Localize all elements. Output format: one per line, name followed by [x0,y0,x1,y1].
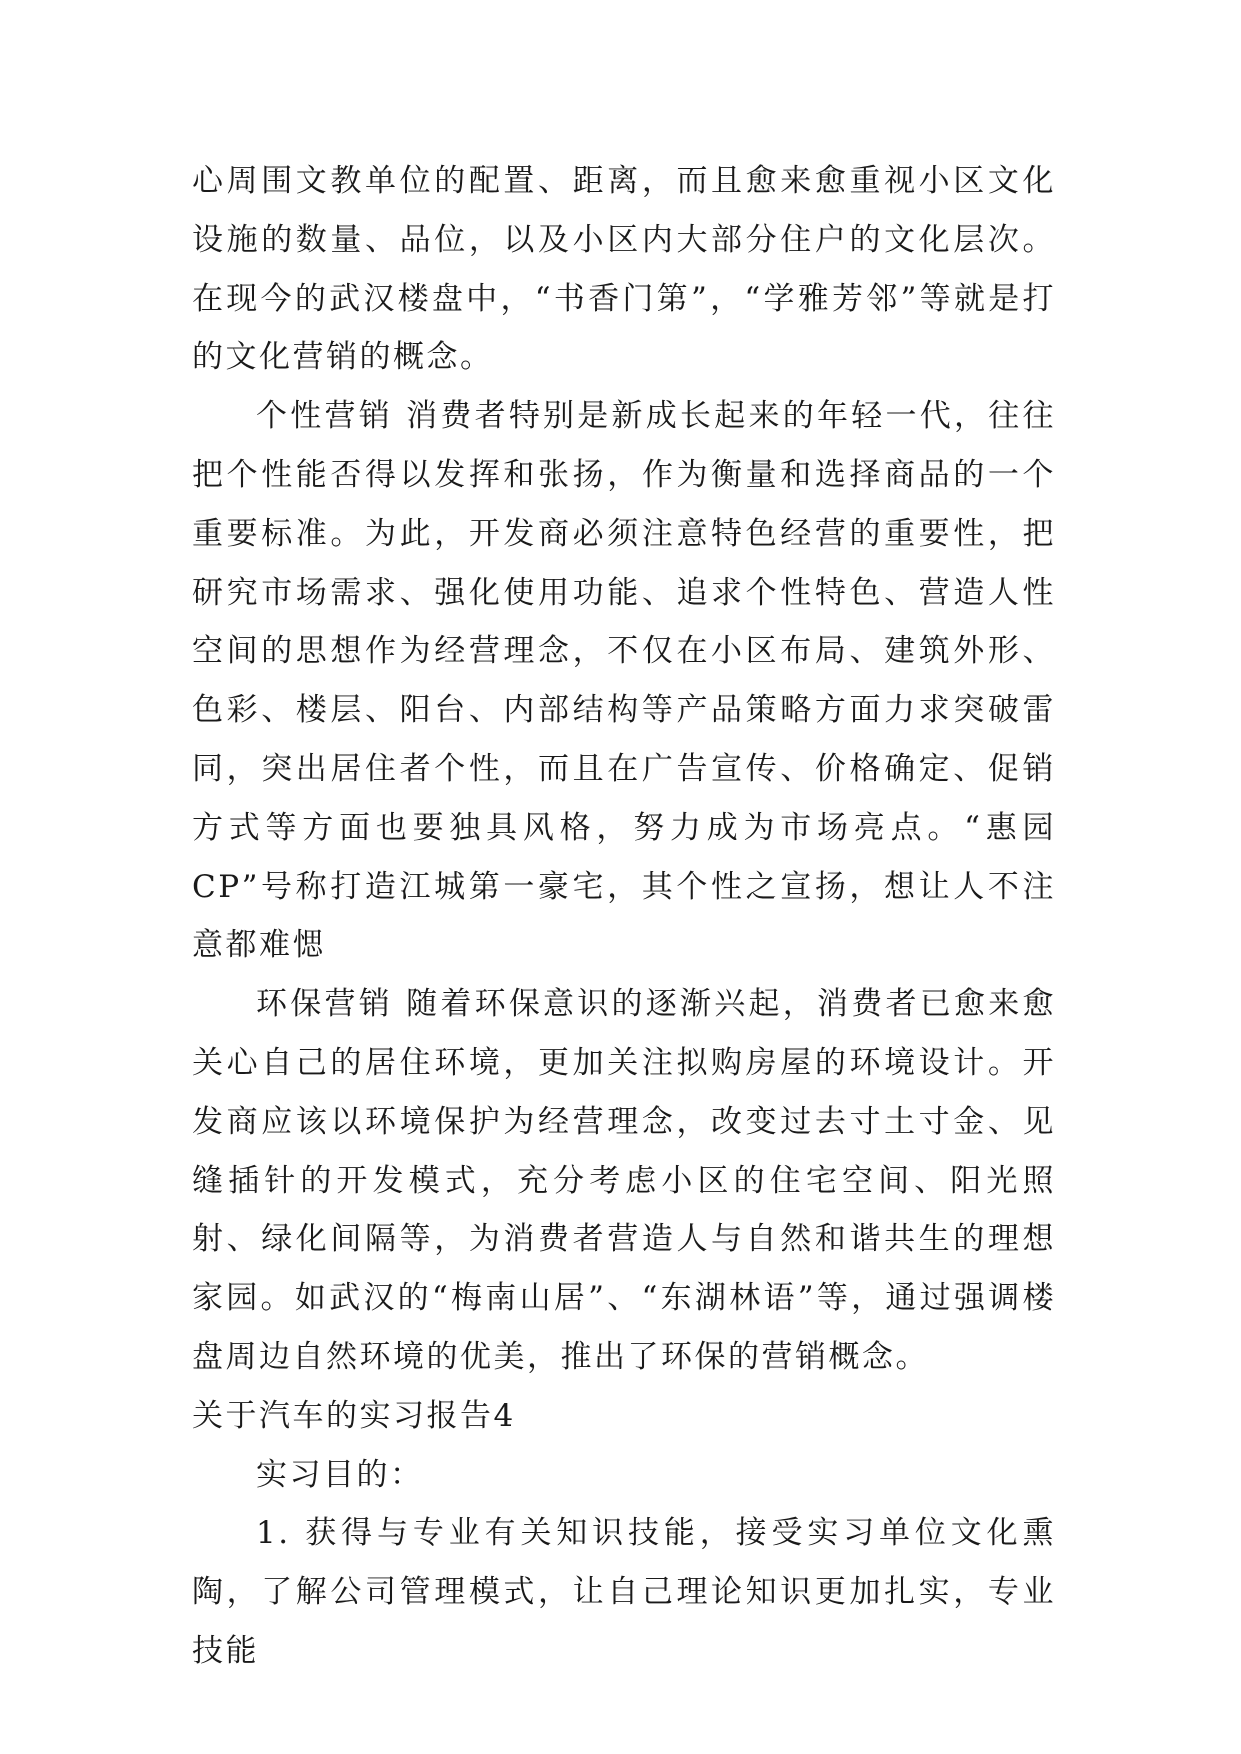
paragraph-culture-marketing: 心周围文教单位的配置、距离，而且愈来愈重视小区文化设施的数量、品位，以及小区内大部分住户的文化层次。在现今的武汉楼盘中，“书香门第”，“学雅芳邻”等就是打的文化营销的概念。 [192,163,1056,376]
section-heading: 关于汽车的实习报告4 [192,1397,516,1434]
paragraph-purpose-item-1: 1. 获得与专业有关知识技能，接受实习单位文化熏陶，了解公司管理模式，让自己理论知识更加扎实，专业技能 [192,1515,1056,1669]
paragraph-environmental-marketing: 环保营销 随着环保意识的逐渐兴起，消费者已愈来愈关心自己的居住环境，更加关注拟购房屋的环境设计。开发商应该以环境保护为经营理念，改变过去寸土寸金、见缝插针的开发模式，充分考虑小区的住宅空间、阳光照射、绿化间隔等，为消费者营造人与自然和谐共生的理想家园。如武汉的“梅南山居”、“东湖林语”等，通过强调楼盘周边自然环境的优美，推出了环保的营销概念。 [192,986,1056,1375]
document-body [192,152,1056,1681]
paragraph-internship-purpose: 实习目的： [256,1456,424,1493]
paragraph-personality-marketing: 个性营销 消费者特别是新成长起来的年轻一代，往往把个性能否得以发挥和张扬，作为衡量和选择商品的一个重要标准。为此，开发商必须注意特色经营的重要性，把研究市场需求、强化使用功能、追求个性特色、营造人性空间的思想作为经营理念，不仅在小区布局、建筑外形、色彩、楼层、阳台、内部结构等产品策略方面力求突破雷同，突出居住者个性，而且在广告宣传、价格确定、促销方式等方面也要独具风格，努力成为市场亮点。“惠园CP”号称打造江城第一豪宅，其个性之宣扬，想让人不注意都难愢 [192,398,1056,964]
